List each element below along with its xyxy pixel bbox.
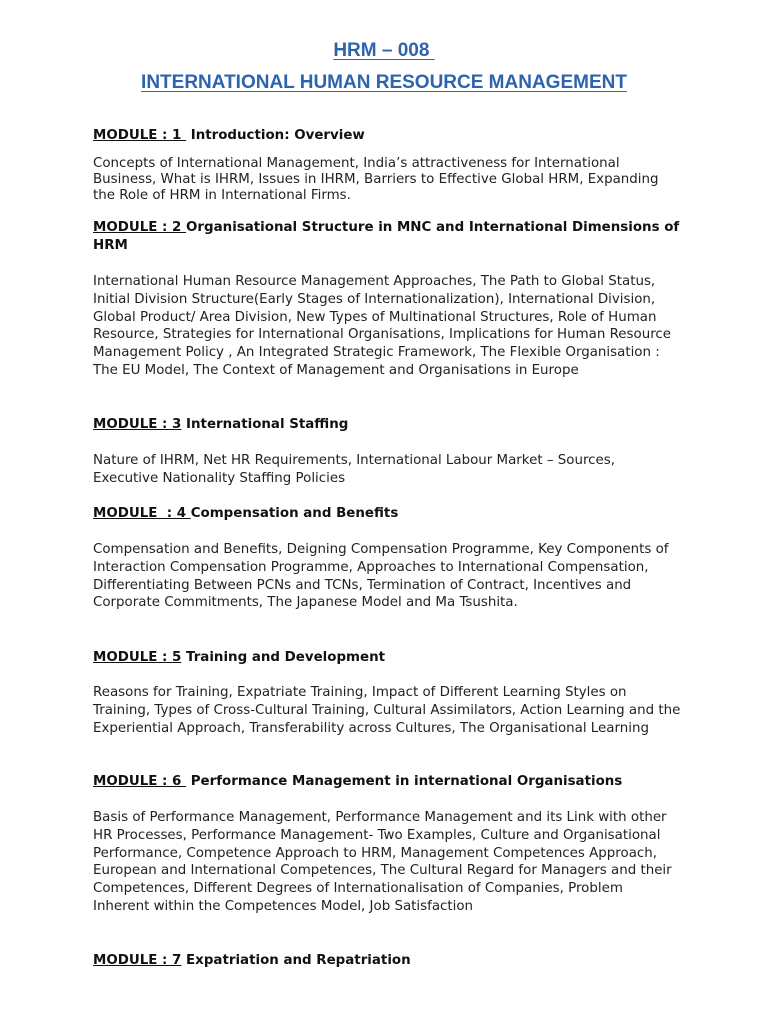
module-1-heading (93, 127, 683, 145)
module-3-heading (93, 416, 683, 434)
module-7-title: Expatriation and Repatriation (181, 953, 411, 968)
module-6-label: MODULE : 6 (93, 774, 187, 789)
module-2-heading (93, 219, 683, 254)
module-5-heading (93, 649, 683, 667)
module-7-label: MODULE : 7 (93, 953, 182, 968)
module-1-label: MODULE : 1 (93, 128, 187, 143)
module-2-description: International Human Resource Management Approaches, The Path to Global Status, Initial Division Structure(Early Stages of Internationalization), International Division, Global Product/ Area Division, New Types of Multinational Structures, Role of Human Resource, Strategies for International Organisations, Implications for Human Resource Management Policy , An Integrated Strategic Framework, The Flexible Organisation : The EU Model, The Context of Management and Organisations in Europe (93, 274, 672, 378)
module-5-description: Reasons for Training, Expatriate Training, Impact of Different Learning Styles on Training, Types of Cross-Cultural Training, Cultural Assimilators, Action Learning and the Experiential Approach, Transferability across Cultures, The Organisational Learning (93, 685, 681, 736)
module-6-title: Performance Management in international Organisations (186, 774, 623, 789)
module-3-description: Nature of IHRM, Net HR Requirements, International Labour Market – Sources, Executive Nationality Staffing Policies (93, 453, 616, 486)
course-title: INTERNATIONAL HUMAN RESOURCE MANAGEMENT (141, 72, 627, 93)
module-5-label: MODULE : 5 (93, 650, 182, 665)
course-code: HRM – 008 (333, 40, 435, 61)
module-7-heading (93, 952, 683, 970)
module-4-title: Compensation and Benefits (190, 506, 399, 521)
module-2-title: Organisational Structure in MNC and International Dimensions of HRM (93, 220, 680, 253)
module-4-heading (93, 505, 683, 523)
module-1-title: Introduction: Overview (186, 128, 365, 143)
module-1-description: Concepts of International Management, India’s attractiveness for International Business, What is IHRM, Issues in IHRM, Barriers to Effective Global HRM, Expanding the Role of HRM in International Firms. (93, 156, 659, 203)
module-4-label: MODULE : 4 (93, 506, 191, 521)
module-2-label: MODULE : 2 (93, 220, 187, 235)
module-5-title: Training and Development (181, 650, 385, 665)
module-6-description: Basis of Performance Management, Performance Management and its Link with other HR Processes, Performance Management- Two Examples, Culture and Organisational Performance, Competence Approach to HRM, Management Competences Approach, European and International Competences, The Cultural Regard for Managers and their Competences, Different Degrees of Internationalisation of Companies, Problem Inherent within the Competences Model, Job Satisfaction (93, 810, 672, 914)
module-3-title: International Staffing (181, 417, 349, 432)
module-3-label: MODULE : 3 (93, 417, 182, 432)
module-4-description: Compensation and Benefits, Deigning Compensation Programme, Key Components of Interaction Compensation Programme, Approaches to International Compensation, Differentiating Between PCNs and TCNs, Termination of Contract, Incentives and Corporate Commitments, The Japanese Model and Ma Tsushita. (93, 542, 669, 611)
module-6-heading (93, 773, 683, 791)
